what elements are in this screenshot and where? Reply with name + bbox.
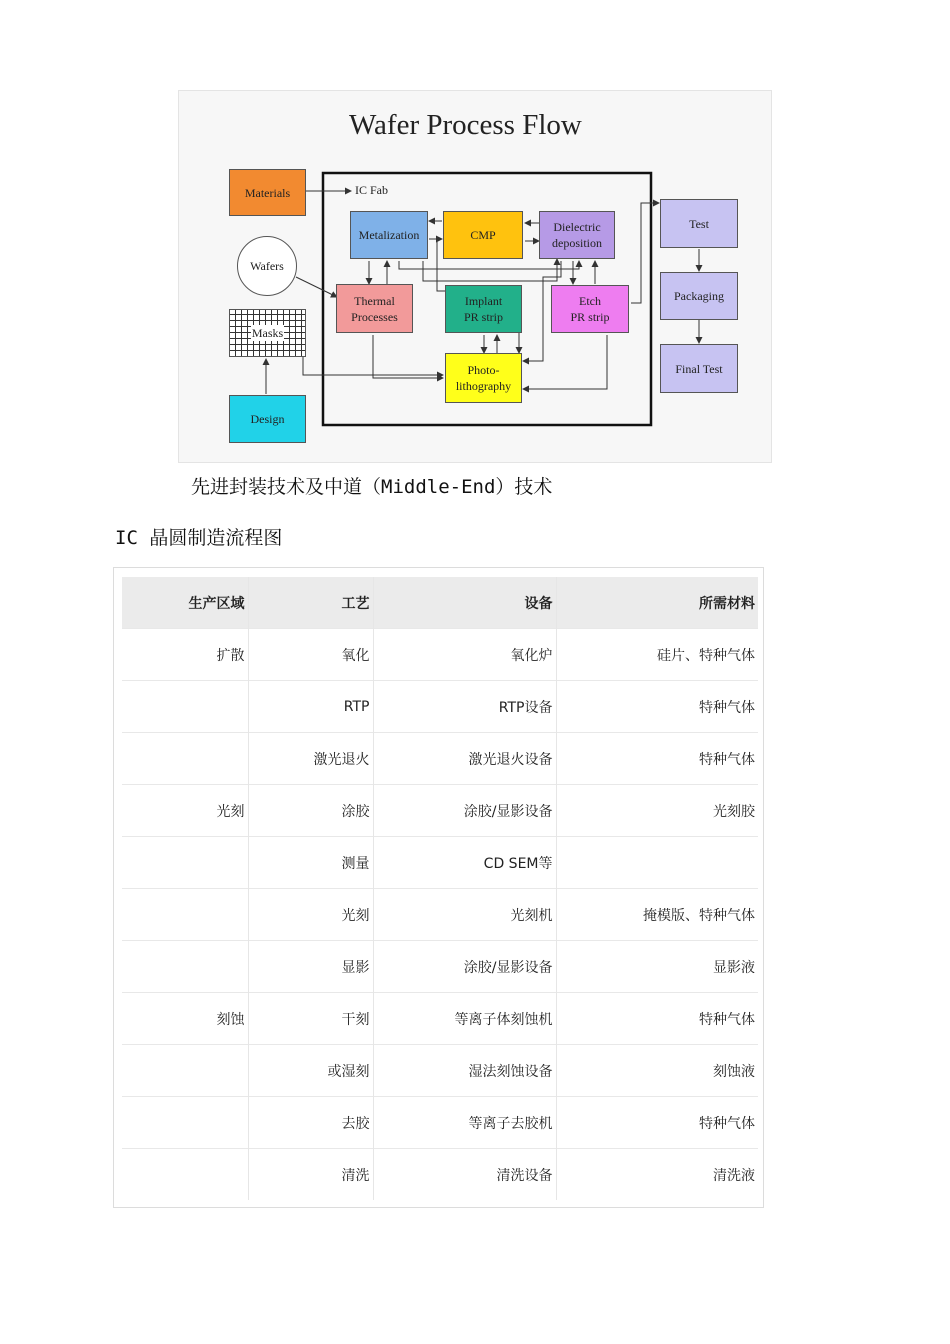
cell-area: 扩散: [122, 629, 248, 681]
cell-materials: 特种气体: [556, 993, 758, 1045]
cell-equipment: RTP设备: [373, 681, 556, 733]
cell-equipment: 等离子体刻蚀机: [373, 993, 556, 1045]
table-row: [122, 681, 758, 733]
cell-process: 测量: [248, 837, 373, 889]
section-title: IC 晶圆制造流程图: [115, 527, 283, 549]
cell-materials: 清洗液: [556, 1149, 758, 1201]
cell-equipment: 等离子去胶机: [373, 1097, 556, 1149]
wafers-circle: Wafers: [237, 236, 297, 296]
cell-materials: 硅片、特种气体: [556, 629, 758, 681]
cell-area: [122, 733, 248, 785]
metalization-box: Metalization: [350, 211, 428, 259]
cell-materials: [556, 837, 758, 889]
table-row: [122, 889, 758, 941]
photolithography-box: Photo- lithography: [445, 353, 522, 403]
test-box: Test: [660, 199, 738, 248]
cell-process: 干刻: [248, 993, 373, 1045]
table-header-row: [122, 577, 758, 629]
cell-equipment: 湿法刻蚀设备: [373, 1045, 556, 1097]
masks-label: Masks: [251, 326, 284, 340]
cmp-box: CMP: [443, 211, 523, 259]
cell-area: [122, 681, 248, 733]
process-table-frame: [113, 567, 764, 1208]
table-row: [122, 785, 758, 837]
wafer-process-flow-diagram: [178, 90, 772, 463]
table-row: [122, 837, 758, 889]
cell-process: 显影: [248, 941, 373, 993]
cell-area: [122, 941, 248, 993]
cell-equipment: 涂胶/显影设备: [373, 941, 556, 993]
cell-materials: 刻蚀液: [556, 1045, 758, 1097]
cell-materials: 掩模版、特种气体: [556, 889, 758, 941]
cell-materials: 显影液: [556, 941, 758, 993]
cell-area: [122, 1045, 248, 1097]
cell-process: 氧化: [248, 629, 373, 681]
cell-process: 涂胶: [248, 785, 373, 837]
final-test-box: Final Test: [660, 344, 738, 393]
cell-process: 激光退火: [248, 733, 373, 785]
cell-equipment: 清洗设备: [373, 1149, 556, 1201]
header-process: 工艺: [248, 577, 373, 629]
cell-process: 光刻: [248, 889, 373, 941]
cell-process: RTP: [248, 681, 373, 733]
table-row: [122, 941, 758, 993]
cell-materials: 特种气体: [556, 733, 758, 785]
cell-area: 刻蚀: [122, 993, 248, 1045]
cell-area: [122, 889, 248, 941]
cell-materials: 特种气体: [556, 681, 758, 733]
figure-caption: 先进封装技术及中道（Middle-End）技术: [191, 476, 553, 498]
design-box: Design: [229, 395, 306, 443]
table-row: [122, 733, 758, 785]
cell-equipment: 氧化炉: [373, 629, 556, 681]
table-row: [122, 1097, 758, 1149]
cell-equipment: CD SEM等: [373, 837, 556, 889]
dielectric-deposition-box: Dielectric deposition: [539, 211, 615, 259]
table-row: [122, 1045, 758, 1097]
table-row: [122, 993, 758, 1045]
cell-equipment: 光刻机: [373, 889, 556, 941]
packaging-box: Packaging: [660, 272, 738, 320]
etch-pr-strip-box: Etch PR strip: [551, 285, 629, 333]
header-equipment: 设备: [373, 577, 556, 629]
cell-area: [122, 1149, 248, 1201]
diagram-title: Wafer Process Flow: [349, 109, 582, 141]
cell-process: 清洗: [248, 1149, 373, 1201]
cell-area: [122, 1097, 248, 1149]
thermal-processes-box: Thermal Processes: [336, 284, 413, 333]
cell-area: [122, 837, 248, 889]
header-area: 生产区域: [122, 577, 248, 629]
ic-fab-label: IC Fab: [355, 183, 388, 197]
table-row: [122, 629, 758, 681]
table-row: [122, 1149, 758, 1201]
process-table: [122, 577, 758, 1200]
cell-materials: 光刻胶: [556, 785, 758, 837]
cell-equipment: 涂胶/显影设备: [373, 785, 556, 837]
cell-materials: 特种气体: [556, 1097, 758, 1149]
cell-equipment: 激光退火设备: [373, 733, 556, 785]
masks-box: [229, 309, 306, 357]
cell-area: 光刻: [122, 785, 248, 837]
cell-process: 或湿刻: [248, 1045, 373, 1097]
cell-process: 去胶: [248, 1097, 373, 1149]
materials-box: Materials: [229, 169, 306, 216]
implant-pr-strip-box: Implant PR strip: [445, 285, 522, 333]
header-materials: 所需材料: [556, 577, 758, 629]
